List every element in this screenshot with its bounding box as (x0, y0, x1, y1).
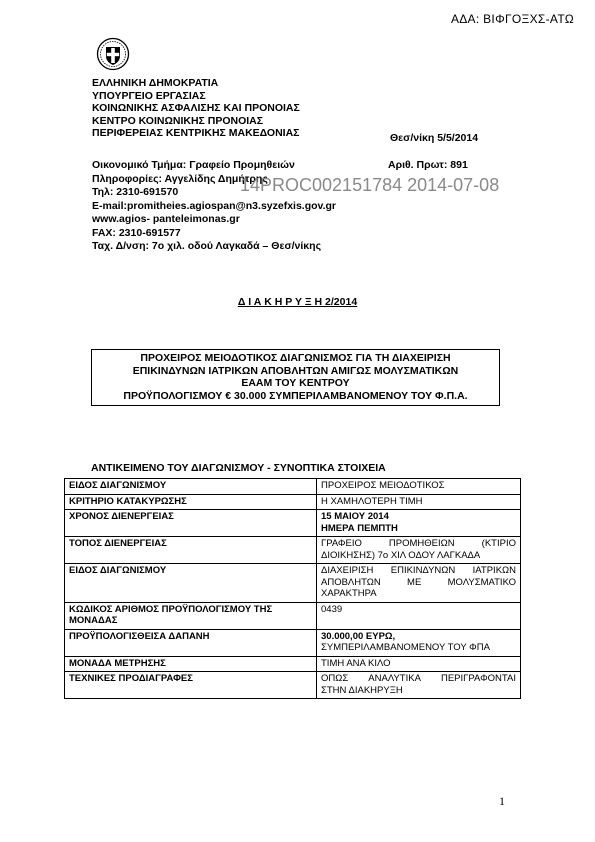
table-row (65, 602, 521, 629)
row-value (317, 629, 521, 656)
row-value: Η ΧΑΜΗΛΟΤΕΡΗ ΤΙΜΗ (317, 494, 521, 510)
declaration-heading (0, 296, 595, 308)
header-line: ΚΟΙΝΩΝΙΚΗΣ ΑΣΦΑΛΙΣΗΣ ΚΑΙ ΠΡΟΝΟΙΑΣ (92, 102, 300, 114)
title-line: ΠΡΟΫΠΟΛΟΓΙΣΜΟΥ € 30.000 ΣΥΜΠΕΡΙΛΑΜΒΑΝΟΜΕΝΟΥ ΤΟΥ Φ.Π.Α. (123, 389, 468, 402)
title-line: ΕΠΙΚΙΝΔΥΝΩΝ ΙΑΤΡΙΚΩΝ ΑΠΟΒΛΗΤΩΝ ΑΜΙΓΩΣ ΜΟΛΥΣΜΑΤΙΚΩΝ (132, 364, 459, 377)
declaration-text: Δ Ι Α Κ Η Ρ Υ Ξ Η 2/2014 (237, 296, 358, 308)
greek-coat-of-arms-icon (96, 37, 130, 71)
row-value-line: ΑΠΟΒΛΗΤΩΝ ΜΕ ΜΟΛΥΣΜΑΤΙΚΟ (321, 576, 516, 588)
table-row (65, 629, 521, 656)
row-value-line: ΣΥΜΠΕΡΙΛΑΜΒΑΝΟΜΕΝΟΥ ΤΟΥ ΦΠΑ (321, 642, 490, 653)
row-key: ΤΟΠΟΣ ΔΙΕΝΕΡΓΕΙΑΣ (65, 537, 317, 564)
row-value-line: ΧΑΡΑΚΤΗΡΑ (321, 588, 377, 599)
table-row (65, 656, 521, 672)
row-key: ΤΕΧΝΙΚΕΣ ΠΡΟΔΙΑΓΡΑΦΕΣ (65, 672, 317, 699)
info-line: Πληροφορίες: Αγγελίδης Δημήτρης (92, 172, 268, 185)
info-line: Οικονομικό Τμήμα: Γραφείο Προμηθειών (92, 159, 295, 171)
header-line: ΕΛΛΗΝΙΚΗ ΔΗΜΟΚΡΑΤΙΑ (92, 77, 219, 89)
title-line: ΠΡΟΧΕΙΡΟΣ ΜΕΙΟΔΟΤΙΚΟΣ ΔΙΑΓΩΝΙΣΜΟΣ ΓΙΑ ΤΗ ΔΙΑΧΕΙΡΙΣΗ (140, 352, 451, 364)
row-value (317, 564, 521, 603)
header-line: ΠΕΡΙΦΕΡΕΙΑΣ ΚΕΝΤΡΙΚΗΣ ΜΑΚΕΔΟΝΙΑΣ (92, 127, 300, 139)
document-date: Θεσ/νίκη 5/5/2014 (390, 132, 479, 144)
row-key: ΜΟΝΑΔΑ ΜΕΤΡΗΣΗΣ (65, 656, 317, 672)
row-key: ΕΙΔΟΣ ΔΙΑΓΩΝΙΣΜΟΥ (65, 564, 317, 603)
row-value-line: ΓΡΑΦΕΙΟ ΠΡΟΜΗΘΕΙΩΝ (ΚΤΙΡΙΟ (321, 538, 516, 549)
row-value-line: ΗΜΕΡΑ ΠΕΜΠΤΗ (321, 522, 398, 534)
table-row (65, 537, 521, 564)
tender-title-box (91, 349, 500, 406)
table-row (65, 479, 521, 495)
table-row (65, 672, 521, 699)
row-key: ΚΡΙΤΗΡΙΟ ΚΑΤΑΚΥΡΩΣΗΣ (65, 494, 317, 510)
protocol-number: Αριθ. Πρωτ: 891 (388, 159, 468, 171)
table-row (65, 564, 521, 603)
row-key: ΚΩΔΙΚΟΣ ΑΡΙΘΜΟΣ ΠΡΟΫΠΟΛΟΓΙΣΜΟΥ ΤΗΣ ΜΟΝΑΔΑΣ (65, 602, 317, 629)
issuer-header (92, 77, 300, 140)
row-key: ΠΡΟΫΠΟΛΟΓΙΣΘΕΙΣΑ ΔΑΠΑΝΗ (65, 629, 317, 656)
ada-code: ΑΔΑ: ΒΙΦΓΟΞΧΣ-ΑΤΩ (450, 12, 574, 26)
info-line: Ταχ. Δ/νση: 7ο χιλ. οδού Λαγκαδά – Θεσ/νίκης (92, 240, 322, 252)
header-line: ΥΠΟΥΡΓΕΙΟ ΕΡΓΑΣΙΑΣ (92, 89, 206, 102)
row-value-line: 30.000,00 ΕΥΡΩ, (321, 630, 396, 642)
row-value-line: 15 ΜΑΙΟΥ 2014 (321, 511, 389, 522)
row-value: ΠΡΟΧΕΙΡΟΣ ΜΕΙΟΔΟΤΙΚΟΣ (317, 479, 521, 495)
info-line-website: www.agios- panteleimonas.gr (92, 213, 240, 225)
info-line: FAX: 2310-691577 (92, 226, 181, 239)
row-value-line: ΟΠΩΣ ΑΝΑΛΥΤΙΚΑ ΠΕΡΙΓΡΑΦΟΝΤΑΙ (321, 673, 516, 684)
table-row (65, 494, 521, 510)
row-value-line: ΣΤΗΝ ΔΙΑΚΗΡΥΞΗ (321, 684, 403, 696)
row-value (317, 510, 521, 537)
row-value (317, 537, 521, 564)
table-row (65, 510, 521, 537)
row-value (317, 672, 521, 699)
row-value: ΤΙΜΗ ΑΝΑ ΚΙΛΟ (317, 656, 521, 672)
registry-stamp: 14PROC002151784 2014-07-08 (240, 175, 500, 195)
page-number: 1 (499, 794, 505, 808)
summary-table (64, 478, 521, 699)
subject-heading: ΑΝΤΙΚΕΙΜΕΝΟ ΤΟΥ ΔΙΑΓΩΝΙΣΜΟΥ - ΣΥΝΟΠΤΙΚΑ ΣΤΟΙΧΕΙΑ (91, 462, 386, 474)
row-key: ΕΙΔΟΣ ΔΙΑΓΩΝΙΣΜΟΥ (65, 479, 317, 495)
row-value: 0439 (317, 602, 521, 629)
row-value-line: ΔΙΟΙΚΗΣΗΣ) 7ο ΧΙΛ ΟΔΟΥ ΛΑΓΚΑΔΑ (321, 549, 481, 561)
row-key: ΧΡΟΝΟΣ ΔΙΕΝΕΡΓΕΙΑΣ (65, 510, 317, 537)
row-value-line: ΔΙΑΧΕΙΡΙΣΗ ΕΠΙΚΙΝΔΥΝΩΝ ΙΑΤΡΙΚΩΝ (321, 565, 516, 576)
info-line: Τηλ: 2310-691570 (92, 186, 179, 198)
info-line-email: E-mail:promitheies.agiospan@n3.syzefxis.gov.gr (92, 199, 337, 212)
header-line: ΚΕΝΤΡΟ ΚΟΙΝΩΝΙΚΗΣ ΠΡΟΝΟΙΑΣ (92, 114, 264, 127)
contact-info (92, 159, 336, 254)
title-line: ΕΑΑΜ ΤΟΥ ΚΕΝΤΡΟΥ (241, 377, 350, 389)
